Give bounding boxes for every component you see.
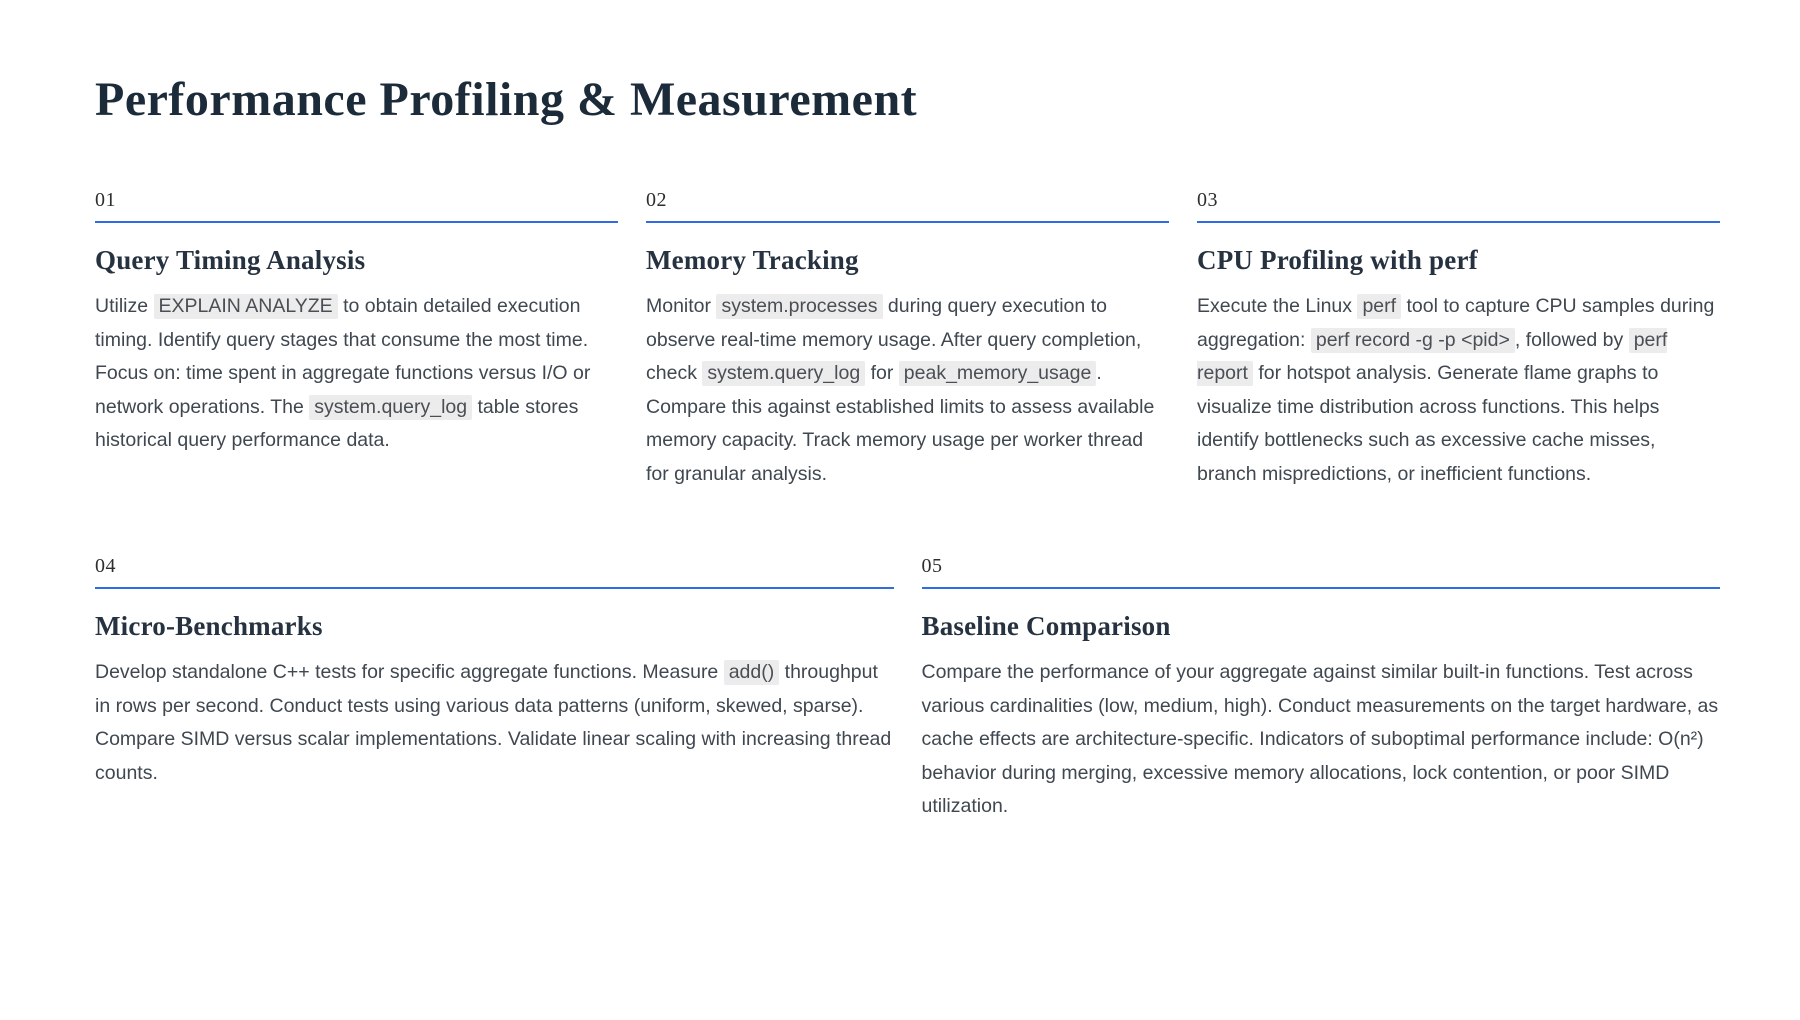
section-number: 03 [1197, 189, 1218, 211]
inline-code: system.processes [716, 294, 882, 319]
body-text: Monitor [646, 295, 717, 317]
body-text: Compare the performance of your aggregate against similar built-in functions. Test across various cardinalities (low, medium, high). Conduct measurements on the target hardware, as cache effects are architecture-specific. Indicators of suboptimal performance include: O(n²) behavior during merging, excessive memory allocations, lock contention, or poor SIMD utilization. [921, 661, 1719, 818]
body-text: for [865, 362, 899, 385]
section-number: 01 [95, 189, 116, 211]
section-divider [646, 189, 1169, 223]
body-text: Develop standalone C++ tests for specific aggregate functions. Measure [95, 661, 724, 684]
body-text: Utilize [95, 295, 154, 317]
section-body [95, 656, 894, 790]
inline-code: add() [724, 660, 780, 685]
body-text: tool to capture CPU samples during aggregation: [1197, 295, 1715, 351]
section-body [646, 290, 1169, 491]
section-body [922, 656, 1721, 824]
body-text: . Compare this against established limits to assess available memory capacity. Track memory usage per worker thread for granular analysis. [646, 362, 1155, 485]
section-heading: Baseline Comparison [921, 611, 1171, 642]
section-number: 04 [95, 555, 116, 578]
sections-grid [95, 189, 1720, 824]
section-divider [922, 555, 1721, 589]
body-text: for hotspot analysis. Generate flame graphs to visualize time distribution across functions. This helps identify bottlenecks such as excessive cache misses, branch mispredictions, or inefficient functions. [1197, 362, 1660, 485]
section-body [1197, 290, 1720, 491]
inline-code: system.query_log [309, 395, 472, 420]
body-text: during query execution to observe real-time memory usage. After query completion, check [646, 295, 1142, 385]
section-query-timing-analysis [95, 189, 618, 491]
section-memory-tracking [646, 189, 1169, 491]
section-heading: CPU Profiling with perf [1197, 245, 1478, 275]
inline-code: EXPLAIN ANALYZE [154, 294, 338, 319]
section-cpu-profiling-with-perf [1197, 189, 1720, 491]
section-divider [95, 555, 894, 589]
inline-code: perf [1357, 294, 1401, 319]
section-divider [1197, 189, 1720, 223]
section-number: 02 [646, 189, 667, 211]
inline-code: perf record -g -p <pid> [1311, 328, 1515, 353]
body-text: Execute the Linux [1197, 295, 1358, 317]
page-title: Performance Profiling & Measurement [95, 73, 918, 126]
inline-code: peak_memory_usage [899, 361, 1097, 386]
body-text: table stores historical query performance data. [95, 395, 579, 452]
section-baseline-comparison [922, 555, 1721, 824]
body-text: to obtain detailed execution timing. Identify query stages that consume the most time. Focus on: time spent in aggregate functions versus I/O or network operations. The [95, 295, 591, 418]
inline-code: perf report [1197, 328, 1668, 385]
section-body [95, 290, 618, 458]
section-heading: Micro-Benchmarks [95, 611, 323, 642]
section-micro-benchmarks [95, 555, 894, 824]
section-heading: Memory Tracking [646, 245, 859, 275]
section-number: 05 [921, 555, 943, 578]
body-text: throughput in rows per second. Conduct tests using various data patterns (uniform, skewed, sparse). Compare SIMD versus scalar implementations. Validate linear scaling with increasing thread counts. [95, 661, 892, 784]
section-heading: Query Timing Analysis [95, 245, 366, 275]
section-divider [95, 189, 618, 223]
body-text: , followed by [1514, 328, 1629, 351]
inline-code: system.query_log [702, 361, 865, 386]
